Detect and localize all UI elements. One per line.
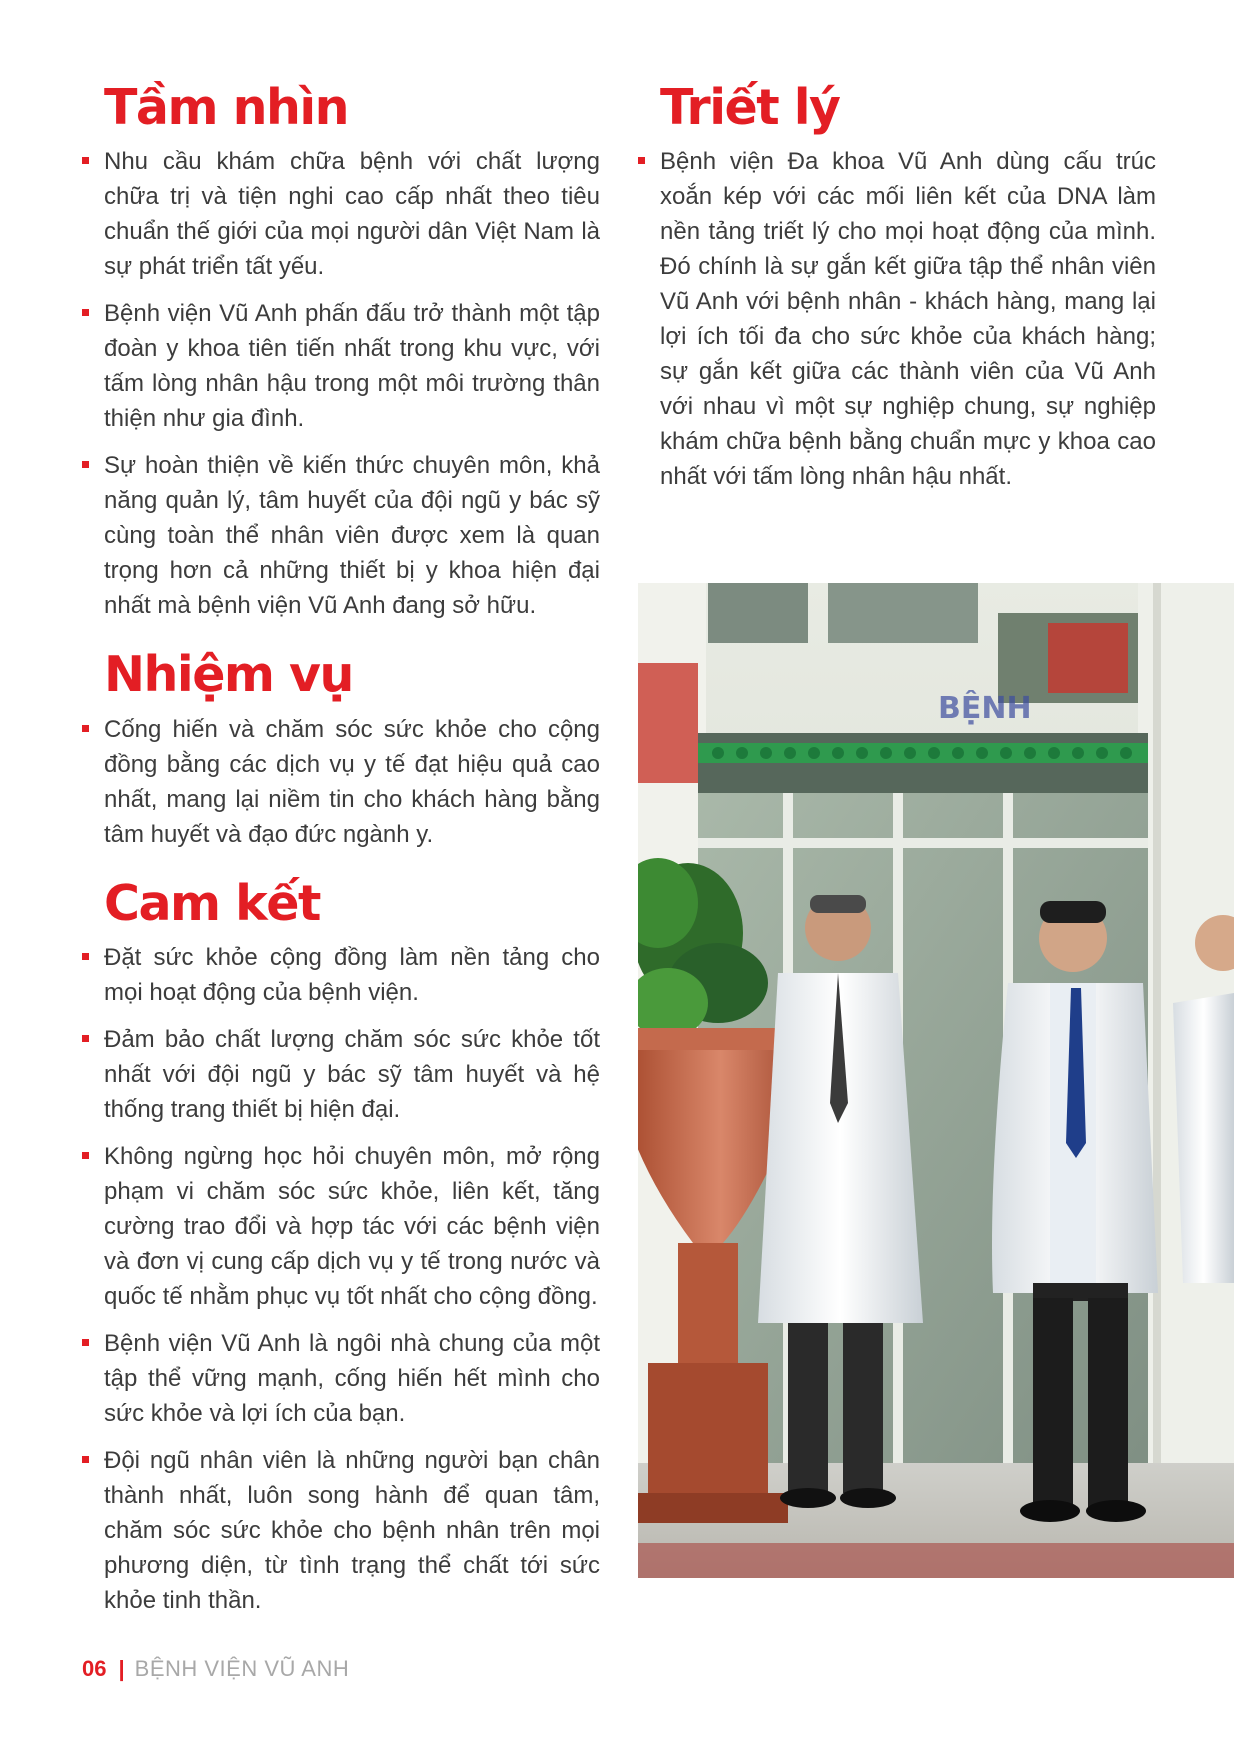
hospital-sign-text: BỆNH — [938, 691, 1032, 726]
page-footer — [82, 1652, 349, 1686]
hospital-staff-photo — [638, 583, 1234, 1578]
list-item — [80, 1022, 600, 1127]
list-item — [80, 712, 600, 852]
philosophy-list — [636, 144, 1156, 506]
square-bullet-icon — [82, 1152, 89, 1159]
square-bullet-icon — [82, 309, 89, 316]
square-bullet-icon — [82, 1339, 89, 1346]
list-item — [80, 1443, 600, 1618]
list-item-text: Bệnh viện Vũ Anh là ngôi nhà chung của một tập thể vững mạnh, cống hiến hết mình cho sức khỏe và lợi ích của bạn. — [104, 1330, 600, 1427]
list-item — [80, 296, 600, 436]
list-item-text: Đặt sức khỏe cộng đồng làm nền tảng cho mọi hoạt động của bệnh viện. — [104, 944, 600, 1006]
commitment-list — [80, 940, 600, 1630]
vision-list — [80, 144, 600, 635]
square-bullet-icon — [82, 725, 89, 732]
square-bullet-icon — [82, 1456, 89, 1463]
list-item — [80, 448, 600, 623]
list-item-text: Đội ngũ nhân viên là những người bạn chân thành nhất, luôn song hành để quan tâm, chăm sóc sức khỏe cho bệnh nhân trên mọi phương diện, từ tình trạng thể chất tới sức khỏe tinh thần. — [104, 1447, 600, 1614]
list-item — [636, 144, 1156, 494]
square-bullet-icon — [638, 157, 645, 164]
list-item-text: Bệnh viện Vũ Anh phấn đấu trở thành một tập đoàn y khoa tiên tiến nhất trong khu vực, với tấm lòng nhân hậu trong một môi trường thân thiện như gia đình. — [104, 300, 600, 432]
list-item — [80, 144, 600, 284]
mission-list — [80, 712, 600, 864]
list-item — [80, 1139, 600, 1314]
square-bullet-icon — [82, 1035, 89, 1042]
list-item — [80, 1326, 600, 1431]
square-bullet-icon — [82, 157, 89, 164]
list-item-text: Nhu cầu khám chữa bệnh với chất lượng chữa trị và tiện nghi cao cấp nhất theo tiêu chuẩn thế giới của mọi người dân Việt Nam là sự phát triển tất yếu. — [104, 148, 600, 280]
footer-separator: | — [118, 1656, 125, 1681]
list-item-text: Sự hoàn thiện về kiến thức chuyên môn, khả năng quản lý, tâm huyết của đội ngũ y bác sỹ cùng toàn thể nhân viên được xem là quan trọng hơn cả những thiết bị y khoa hiện đại nhất mà bệnh viện Vũ Anh đang sở hữu. — [104, 452, 600, 619]
square-bullet-icon — [82, 461, 89, 468]
list-item-text: Cống hiến và chăm sóc sức khỏe cho cộng đồng bằng các dịch vụ y tế đạt hiệu quả cao nhất, mang lại niềm tin cho khách hàng bằng tâm huyết và đạo đức ngành y. — [104, 716, 600, 848]
page-number: 06 — [82, 1656, 107, 1681]
list-item — [80, 940, 600, 1010]
square-bullet-icon — [82, 953, 89, 960]
vision-heading: Tầm nhìn — [104, 79, 349, 136]
hospital-entrance-illustration — [638, 583, 1234, 1578]
philosophy-heading: Triết lý — [660, 79, 840, 136]
list-item-text: Không ngừng học hỏi chuyên môn, mở rộng phạm vi chăm sóc sức khỏe, liên kết, tăng cường trao đổi và hợp tác với các bệnh viện và đơn vị cung cấp dịch vụ y tế trong nước và quốc tế nhằm phục vụ tốt nhất cho cộng đồng. — [104, 1143, 600, 1310]
list-item-text: Đảm bảo chất lượng chăm sóc sức khỏe tốt nhất với đội ngũ y bác sỹ tâm huyết và hệ thống trang thiết bị hiện đại. — [104, 1026, 600, 1123]
document-name: BỆNH VIỆN VŨ ANH — [134, 1656, 350, 1681]
commitment-heading: Cam kết — [104, 875, 320, 932]
mission-heading: Nhiệm vụ — [104, 646, 353, 703]
list-item-text: Bệnh viện Đa khoa Vũ Anh dùng cấu trúc xoắn kép với các mối liên kết của DNA làm nền tảng triết lý cho mọi hoạt động của mình. Đó chính là sự gắn kết giữa tập thể nhân viên Vũ Anh với bệnh nhân - khách hàng, mang lại lợi ích tối đa cho sức khỏe của khách hàng; sự gắn kết giữa các thành viên của Vũ Anh với nhau vì một sự nghiệp chung, sự nghiệp khám chữa bệnh bằng chuẩn mực y khoa cao nhất với tấm lòng nhân hậu nhất. — [660, 148, 1156, 490]
